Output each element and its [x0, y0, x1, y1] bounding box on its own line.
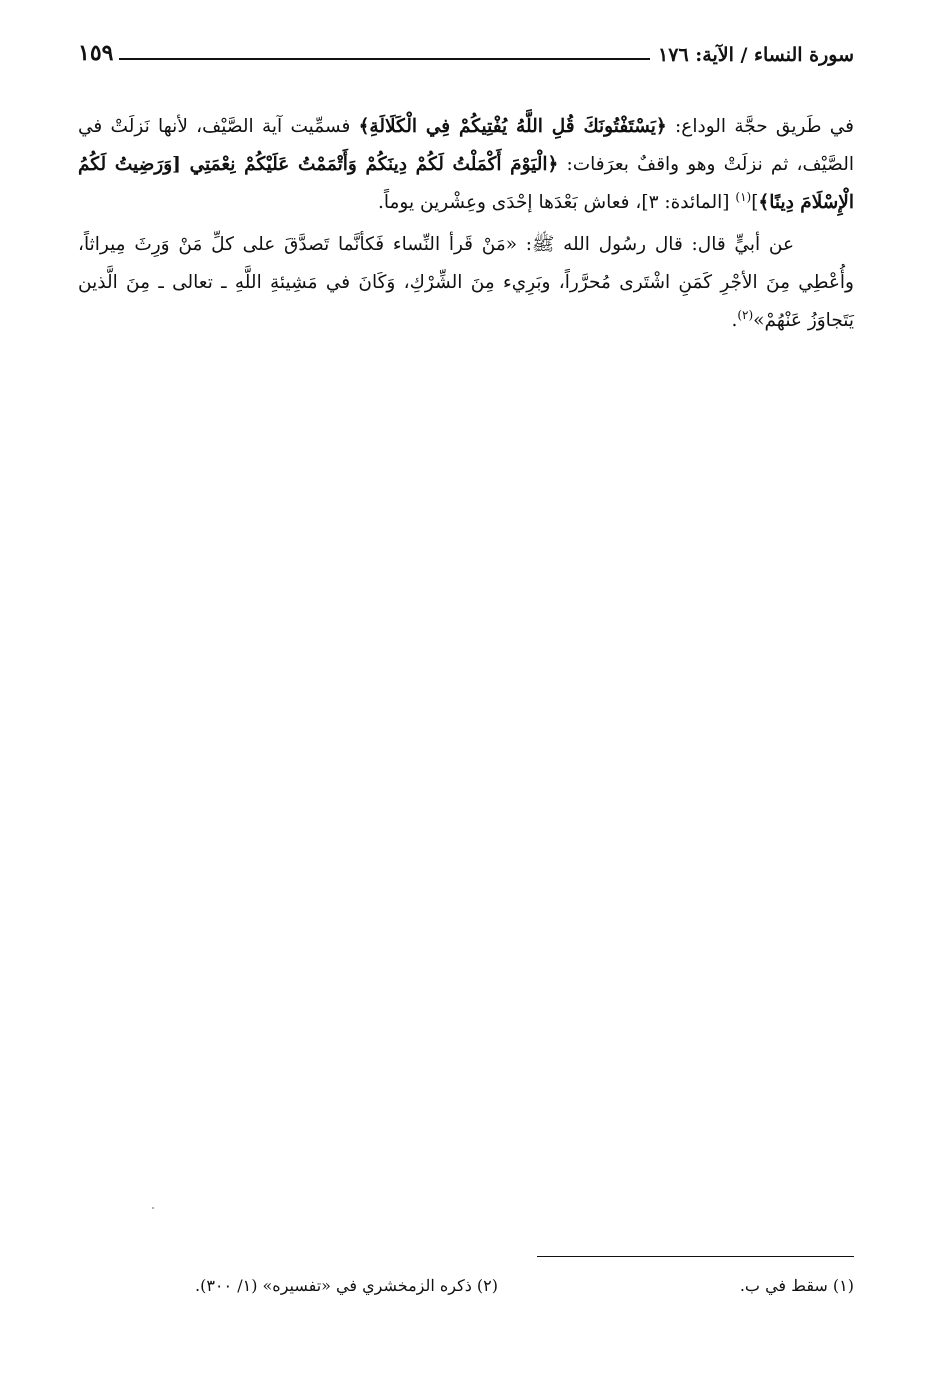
paragraph-1-text-d: [المائدة: ٣]، فعاش بَعْدَها إحْدَى وعِشْرين يوماً. [377, 192, 736, 213]
paragraph-2 [78, 226, 854, 340]
footnotes [78, 1270, 854, 1300]
footnote-ref-1: (١) [735, 189, 752, 204]
footnote-divider [537, 1256, 854, 1257]
page-header [78, 36, 854, 66]
quran-verse-ikmal: ﴿الْيَوْمَ أَكْمَلْتُ لَكُمْ دِينَكُمْ وَأَتْمَمْتُ عَلَيْكُمْ نِعْمَتِي [وَرَضِيتُ لَكُمُ الْإِسْلَامَ دِينًا﴾ [78, 154, 854, 213]
footnote-ref-2: (٢) [737, 307, 754, 322]
quran-verse-kalala: ﴿يَسْتَفْتُونَكَ قُلِ اللَّهُ يُفْتِيكُمْ فِي الْكَلَالَةِ﴾ [358, 116, 667, 137]
paragraph-2-text-a: عن أبيٍّ قال: قال رسُول الله ﷺ: «مَنْ قَرأ النِّساء فَكأنَّما تَصدَّقَ على كلِّ مَنْ وَرِثَ مِيراثاً، وأُعْطِي مِنَ الأجْرِ كَمَنِ اشْتَرى مُحرَّراً، وبَرِيء مِنَ الشِّرْكِ، وَكَانَ في مَشِيئةِ اللَّهِ ـ تعالى ـ مِنَ الَّذين يَتَجاوَزُ عَنْهُمْ» [78, 234, 854, 331]
page-number: ١٥٩ [78, 40, 114, 66]
paragraph-1-text-b: فسمِّيت آية الصَّيْف، لأنها نَزلَتْ في الصَّيْف، ثم نزلَتْ وهو واقفٌ بعرَفات: [78, 116, 855, 175]
header-rule [119, 58, 650, 60]
paragraph-2-text-b: . [731, 310, 738, 331]
surah-title: سورة النساء / الآية: ١٧٦ [658, 44, 854, 66]
scan-speck [152, 1207, 154, 1209]
paragraph-1-text-a: في طَريق حجَّة الوداع: [666, 116, 855, 137]
footnote-1: (١) سقط في ب. [739, 1275, 854, 1295]
main-text [78, 108, 854, 340]
paragraph-1-text-c: ] [751, 192, 759, 213]
paragraph-1 [78, 108, 854, 222]
footnote-2: (٢) ذكره الزمخشري في «تفسيره» (١/ ٣٠٠). [195, 1275, 498, 1295]
